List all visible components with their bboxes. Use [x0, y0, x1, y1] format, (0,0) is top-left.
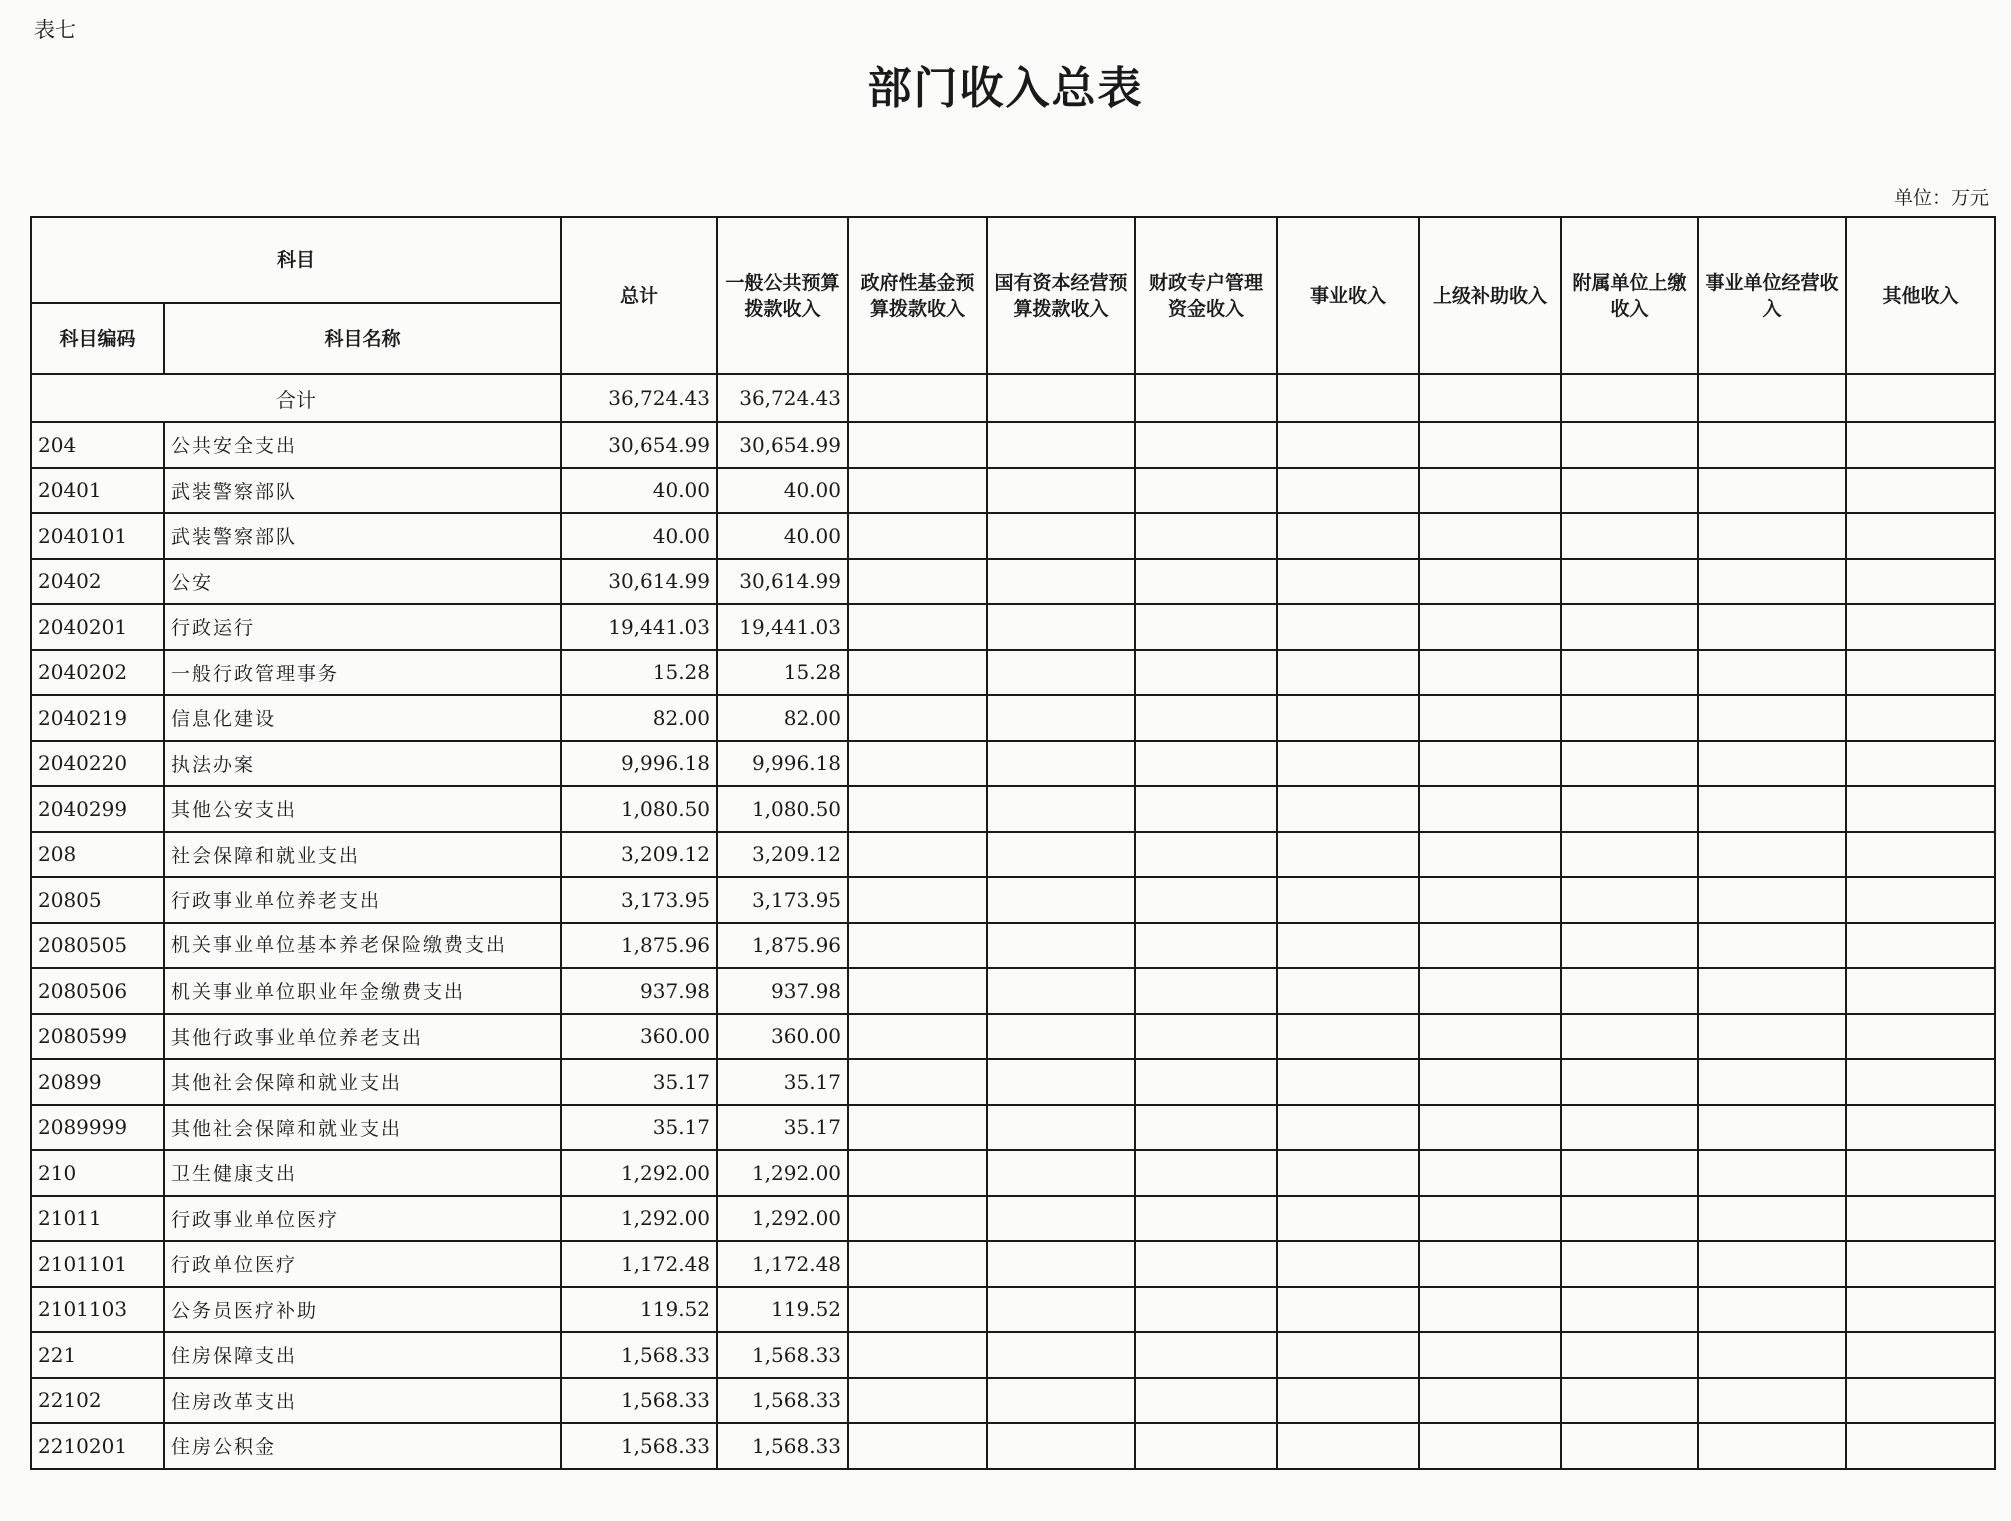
- table-row: [31, 923, 1995, 969]
- subject-code: 2210201: [31, 1423, 164, 1469]
- subject-name: 社会保障和就业支出: [164, 832, 561, 878]
- subject-code: 2040201: [31, 604, 164, 650]
- table-row: [31, 650, 1995, 696]
- subject-code: 204: [31, 422, 164, 468]
- general-budget-amount: 1,172.48: [717, 1241, 848, 1287]
- subject-name: 行政单位医疗: [164, 1241, 561, 1287]
- header-subject-code: 科目编码: [31, 303, 164, 374]
- table-row: [31, 1241, 1995, 1287]
- table-row: [31, 1287, 1995, 1333]
- header-business-income: 事业收入: [1277, 217, 1419, 374]
- subject-code: 2089999: [31, 1105, 164, 1151]
- subject-code: 2040101: [31, 513, 164, 559]
- total-amount: 35.17: [561, 1059, 717, 1105]
- subject-code: 2080506: [31, 968, 164, 1014]
- subject-name: 住房公积金: [164, 1423, 561, 1469]
- general-budget-amount: 1,568.33: [717, 1378, 848, 1424]
- header-total: 总计: [561, 217, 717, 374]
- header-general-public-budget: 一般公共预算拨款收入: [717, 217, 848, 374]
- total-amount: 1,292.00: [561, 1150, 717, 1196]
- subject-name: 执法办案: [164, 741, 561, 787]
- table-row: [31, 559, 1995, 605]
- subject-name: 其他社会保障和就业支出: [164, 1105, 561, 1151]
- subject-code: 22102: [31, 1378, 164, 1424]
- subject-code: 21011: [31, 1196, 164, 1242]
- subject-code: 20899: [31, 1059, 164, 1105]
- page-title: 部门收入总表: [867, 63, 1144, 114]
- subject-name: 信息化建设: [164, 695, 561, 741]
- unit-label: 单位：万元: [1893, 187, 1989, 209]
- header-fiscal-special-fund: 财政专户管理资金收入: [1135, 217, 1277, 374]
- income-summary-table: [30, 216, 1996, 1470]
- total-amount: 36,724.43: [561, 374, 717, 422]
- total-general-amount: 36,724.43: [717, 374, 848, 422]
- subject-name: 公共安全支出: [164, 422, 561, 468]
- total-amount: 1,875.96: [561, 923, 717, 969]
- total-amount: 1,292.00: [561, 1196, 717, 1242]
- general-budget-amount: 30,614.99: [717, 559, 848, 605]
- subject-code: 2040202: [31, 650, 164, 696]
- general-budget-amount: 1,292.00: [717, 1196, 848, 1242]
- subject-name: 住房改革支出: [164, 1378, 561, 1424]
- total-amount: 9,996.18: [561, 741, 717, 787]
- total-amount: 30,614.99: [561, 559, 717, 605]
- header-subject-name: 科目名称: [164, 303, 561, 374]
- total-amount: 1,568.33: [561, 1378, 717, 1424]
- subject-name: 行政运行: [164, 604, 561, 650]
- general-budget-amount: 82.00: [717, 695, 848, 741]
- general-budget-amount: 30,654.99: [717, 422, 848, 468]
- general-budget-amount: 1,080.50: [717, 786, 848, 832]
- header-gov-fund-budget: 政府性基金预算拨款收入: [848, 217, 987, 374]
- subject-code: 20402: [31, 559, 164, 605]
- subject-code: 2040219: [31, 695, 164, 741]
- subject-name: 公务员医疗补助: [164, 1287, 561, 1333]
- general-budget-amount: 1,875.96: [717, 923, 848, 969]
- table-row: [31, 832, 1995, 878]
- general-budget-amount: 3,209.12: [717, 832, 848, 878]
- table-row: [31, 695, 1995, 741]
- subject-name: 机关事业单位基本养老保险缴费支出: [164, 923, 561, 969]
- total-label: 合计: [31, 374, 561, 422]
- subject-code: 2080599: [31, 1014, 164, 1060]
- subject-code: 208: [31, 832, 164, 878]
- subject-name: 行政事业单位养老支出: [164, 877, 561, 923]
- subject-code: 2101103: [31, 1287, 164, 1333]
- header-other-income: 其他收入: [1846, 217, 1995, 374]
- table-row: [31, 513, 1995, 559]
- header-subject: 科目: [31, 217, 561, 303]
- table-row: [31, 1150, 1995, 1196]
- total-amount: 360.00: [561, 1014, 717, 1060]
- total-amount: 40.00: [561, 513, 717, 559]
- table-row: [31, 422, 1995, 468]
- general-budget-amount: 119.52: [717, 1287, 848, 1333]
- total-amount: 1,568.33: [561, 1423, 717, 1469]
- total-amount: 19,441.03: [561, 604, 717, 650]
- table-row: [31, 1423, 1995, 1469]
- subject-code: 20401: [31, 468, 164, 514]
- subject-name: 武装警察部队: [164, 468, 561, 514]
- subject-name: 一般行政管理事务: [164, 650, 561, 696]
- total-amount: 30,654.99: [561, 422, 717, 468]
- total-amount: 35.17: [561, 1105, 717, 1151]
- total-amount: 82.00: [561, 695, 717, 741]
- total-amount: 937.98: [561, 968, 717, 1014]
- total-amount: 1,080.50: [561, 786, 717, 832]
- table-row: [31, 1059, 1995, 1105]
- total-amount: 1,172.48: [561, 1241, 717, 1287]
- table-row: [31, 786, 1995, 832]
- header-state-capital-budget: 国有资本经营预算拨款收入: [987, 217, 1135, 374]
- header-superior-subsidy: 上级补助收入: [1419, 217, 1561, 374]
- subject-name: 武装警察部队: [164, 513, 561, 559]
- total-row: [31, 374, 1995, 422]
- general-budget-amount: 15.28: [717, 650, 848, 696]
- table-row: [31, 604, 1995, 650]
- general-budget-amount: 1,568.33: [717, 1332, 848, 1378]
- total-amount: 15.28: [561, 650, 717, 696]
- table-row: [31, 968, 1995, 1014]
- table-row: [31, 468, 1995, 514]
- subject-name: 其他公安支出: [164, 786, 561, 832]
- general-budget-amount: 35.17: [717, 1105, 848, 1151]
- general-budget-amount: 360.00: [717, 1014, 848, 1060]
- general-budget-amount: 937.98: [717, 968, 848, 1014]
- subject-code: 210: [31, 1150, 164, 1196]
- subject-code: 2040220: [31, 741, 164, 787]
- general-budget-amount: 3,173.95: [717, 877, 848, 923]
- header-business-operation-income: 事业单位经营收入: [1698, 217, 1846, 374]
- table-row: [31, 1196, 1995, 1242]
- subject-name: 其他行政事业单位养老支出: [164, 1014, 561, 1060]
- total-amount: 3,173.95: [561, 877, 717, 923]
- subject-name: 卫生健康支出: [164, 1150, 561, 1196]
- subject-code: 2040299: [31, 786, 164, 832]
- total-amount: 3,209.12: [561, 832, 717, 878]
- total-amount: 1,568.33: [561, 1332, 717, 1378]
- subject-name: 机关事业单位职业年金缴费支出: [164, 968, 561, 1014]
- general-budget-amount: 35.17: [717, 1059, 848, 1105]
- total-amount: 119.52: [561, 1287, 717, 1333]
- general-budget-amount: 19,441.03: [717, 604, 848, 650]
- table-row: [31, 1332, 1995, 1378]
- general-budget-amount: 9,996.18: [717, 741, 848, 787]
- subject-code: 2101101: [31, 1241, 164, 1287]
- total-amount: 40.00: [561, 468, 717, 514]
- subject-name: 其他社会保障和就业支出: [164, 1059, 561, 1105]
- subject-code: 221: [31, 1332, 164, 1378]
- table-number: 表七: [34, 18, 76, 42]
- subject-code: 2080505: [31, 923, 164, 969]
- subject-name: 住房保障支出: [164, 1332, 561, 1378]
- table-row: [31, 1105, 1995, 1151]
- table-row: [31, 1014, 1995, 1060]
- general-budget-amount: 40.00: [717, 468, 848, 514]
- subject-name: 行政事业单位医疗: [164, 1196, 561, 1242]
- subject-name: 公安: [164, 559, 561, 605]
- table-row: [31, 1378, 1995, 1424]
- table-row: [31, 877, 1995, 923]
- general-budget-amount: 1,568.33: [717, 1423, 848, 1469]
- table-row: [31, 741, 1995, 787]
- subject-code: 20805: [31, 877, 164, 923]
- general-budget-amount: 1,292.00: [717, 1150, 848, 1196]
- header-affiliated-unit-income: 附属单位上缴收入: [1561, 217, 1698, 374]
- general-budget-amount: 40.00: [717, 513, 848, 559]
